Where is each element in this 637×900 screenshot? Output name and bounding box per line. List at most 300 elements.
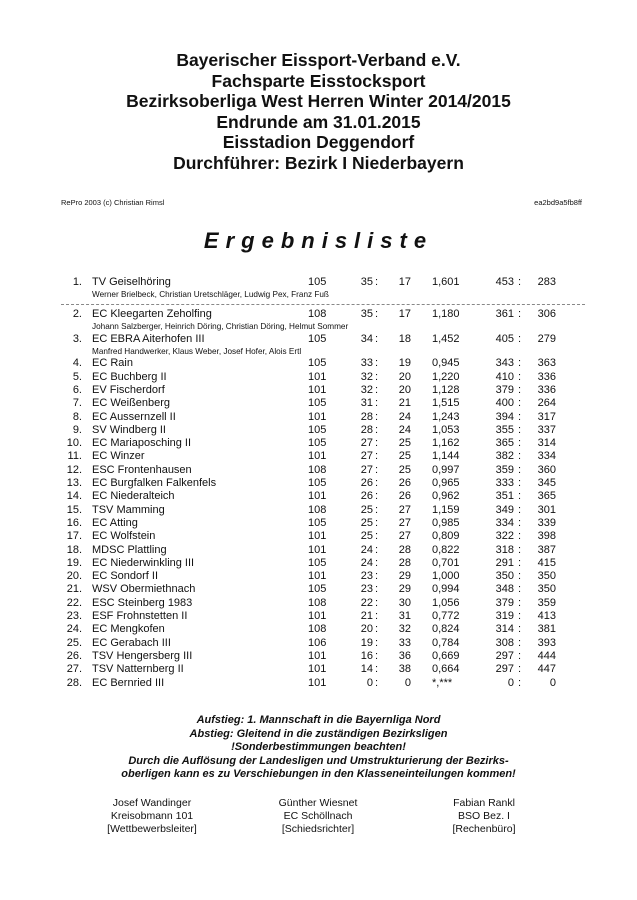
table-row <box>0 464 637 477</box>
result-stock-plus: 410 <box>495 370 514 383</box>
result-games: 105 <box>308 423 327 436</box>
result-quotient: 0,664 <box>432 663 460 676</box>
result-quotient: 1,515 <box>432 397 460 410</box>
signature-affiliation: Kreisobmann 101 <box>110 809 194 822</box>
result-rank: 10. <box>66 437 82 450</box>
team-players: Manfred Handwerker, Klaus Weber, Josef Hofer, Alois Ertl <box>92 346 302 356</box>
table-row <box>0 610 637 623</box>
stock-separator: : <box>518 383 522 396</box>
result-team: EC Sondorf II <box>92 570 159 583</box>
points-separator: : <box>375 676 379 689</box>
result-rank: 11. <box>67 450 82 463</box>
result-stock-minus: 447 <box>537 663 556 676</box>
result-points-plus: 28 <box>360 423 373 436</box>
result-games: 105 <box>308 397 327 410</box>
result-points-minus: 24 <box>398 410 411 423</box>
result-points-minus: 27 <box>398 530 411 543</box>
result-stock-plus: 349 <box>495 503 514 516</box>
stock-separator: : <box>518 276 522 288</box>
stock-separator: : <box>518 516 522 529</box>
result-rank: 14. <box>66 490 82 503</box>
result-stock-minus: 314 <box>537 437 556 450</box>
player-list-row <box>0 346 637 358</box>
table-row <box>0 357 637 370</box>
result-points-plus: 21 <box>360 610 373 623</box>
stock-separator: : <box>518 610 522 623</box>
result-stock-plus: 343 <box>495 357 514 370</box>
result-quotient: 0,772 <box>432 610 460 623</box>
result-games: 108 <box>308 463 327 476</box>
result-team: EC Wolfstein <box>92 530 156 543</box>
result-stock-minus: 337 <box>537 423 556 436</box>
signature-wettbewerbsleiter <box>62 797 242 835</box>
stock-separator: : <box>518 649 522 662</box>
points-separator: : <box>375 370 379 383</box>
result-stock-minus: 415 <box>537 556 556 569</box>
result-points-minus: 17 <box>398 307 411 320</box>
result-stock-minus: 345 <box>537 477 556 490</box>
result-points-plus: 25 <box>360 516 373 529</box>
result-games: 105 <box>308 583 327 596</box>
note-line-1: Aufstieg: 1. Mannschaft in die Bayernliga Nord <box>196 714 441 726</box>
result-stock-minus: 359 <box>537 596 556 609</box>
table-row <box>0 450 637 463</box>
stock-separator: : <box>518 477 522 490</box>
result-points-plus: 24 <box>360 543 373 556</box>
team-players: Werner Brielbeck, Christian Uretschläger, Ludwig Pex, Franz Fuß <box>92 290 329 300</box>
result-team: TV Geiselhöring <box>92 276 171 288</box>
result-points-plus: 27 <box>360 437 373 450</box>
signature-affiliation: EC Schöllnach <box>283 809 353 822</box>
result-rank: 22. <box>66 596 82 609</box>
result-points-minus: 20 <box>398 383 411 396</box>
result-stock-minus: 279 <box>537 332 556 345</box>
table-row <box>0 517 637 530</box>
result-team: WSV Obermiethnach <box>92 583 196 596</box>
header-line-4: Endrunde am 31.01.2015 <box>216 111 421 132</box>
result-stock-minus: 387 <box>537 543 556 556</box>
result-games: 106 <box>308 636 327 649</box>
result-points-plus: 35 <box>360 276 373 288</box>
result-team: EC EBRA Aiterhofen III <box>92 332 205 345</box>
result-stock-plus: 297 <box>495 663 514 676</box>
result-points-minus: 30 <box>398 596 411 609</box>
result-quotient: 0,822 <box>432 543 460 556</box>
result-points-plus: 32 <box>360 383 373 396</box>
result-games: 101 <box>308 530 327 543</box>
result-stock-minus: 413 <box>537 610 556 623</box>
result-stock-minus: 0 <box>549 676 556 689</box>
stock-separator: : <box>518 556 522 569</box>
stock-separator: : <box>518 397 522 410</box>
stock-separator: : <box>518 307 522 320</box>
result-games: 101 <box>308 490 327 503</box>
signature-name: Günther Wiesnet <box>278 797 358 809</box>
result-points-minus: 27 <box>398 503 411 516</box>
result-games: 105 <box>308 477 327 490</box>
points-separator: : <box>375 543 379 556</box>
result-points-minus: 33 <box>398 636 411 649</box>
signature-affiliation: BSO Bez. I <box>458 809 510 822</box>
stock-separator: : <box>518 463 522 476</box>
points-separator: : <box>375 649 379 662</box>
result-points-minus: 25 <box>398 450 411 463</box>
table-row <box>0 437 637 450</box>
result-points-plus: 25 <box>360 503 373 516</box>
stock-separator: : <box>518 663 522 676</box>
stock-separator: : <box>518 423 522 436</box>
result-stock-plus: 359 <box>495 463 514 476</box>
header-line-5: Eisstadion Deggendorf <box>222 132 415 152</box>
player-list-row <box>0 321 637 333</box>
result-stock-plus: 314 <box>495 623 514 636</box>
table-row <box>0 411 637 424</box>
result-points-plus: 34 <box>360 332 373 345</box>
result-rank: 19. <box>66 556 82 569</box>
result-points-minus: 26 <box>398 490 411 503</box>
document-header <box>0 50 637 173</box>
result-stock-minus: 398 <box>537 530 556 543</box>
result-stock-minus: 365 <box>537 490 556 503</box>
result-stock-plus: 333 <box>495 477 514 490</box>
table-row <box>0 477 637 490</box>
result-points-minus: 0 <box>404 676 411 689</box>
signature-role: [Wettbewerbsleiter] <box>107 822 197 835</box>
points-separator: : <box>375 623 379 636</box>
result-stock-plus: 382 <box>495 450 514 463</box>
result-points-plus: 24 <box>360 556 373 569</box>
result-quotient: 1,128 <box>432 383 460 396</box>
stock-separator: : <box>518 596 522 609</box>
result-games: 105 <box>308 332 327 345</box>
table-row <box>0 308 637 321</box>
result-stock-plus: 318 <box>495 543 514 556</box>
points-separator: : <box>375 357 379 370</box>
result-stock-plus: 334 <box>495 516 514 529</box>
result-stock-minus: 306 <box>537 307 556 320</box>
result-points-plus: 19 <box>360 636 373 649</box>
result-points-minus: 29 <box>398 570 411 583</box>
result-team: EC Atting <box>92 516 138 529</box>
points-separator: : <box>375 383 379 396</box>
signature-name: Fabian Rankl <box>453 797 515 809</box>
result-games: 101 <box>308 610 327 623</box>
result-stock-plus: 322 <box>495 530 514 543</box>
result-stock-minus: 336 <box>537 383 556 396</box>
points-separator: : <box>375 570 379 583</box>
stock-separator: : <box>518 636 522 649</box>
result-games: 108 <box>308 503 327 516</box>
result-games: 101 <box>308 383 327 396</box>
points-separator: : <box>375 610 379 623</box>
points-separator: : <box>375 307 379 320</box>
result-team: EC Winzer <box>92 450 145 463</box>
result-rank: 6. <box>72 383 82 396</box>
result-games: 101 <box>308 370 327 383</box>
result-points-minus: 21 <box>398 397 411 410</box>
stock-separator: : <box>518 410 522 423</box>
stock-separator: : <box>518 450 522 463</box>
result-quotient: 1,053 <box>432 423 460 436</box>
result-quotient: 1,144 <box>432 450 460 463</box>
stock-separator: : <box>518 676 522 689</box>
result-rank: 4. <box>72 357 82 370</box>
result-points-plus: 0 <box>366 676 373 689</box>
result-stock-minus: 350 <box>537 570 556 583</box>
result-team: TSV Mamming <box>92 503 165 516</box>
result-points-plus: 26 <box>360 477 373 490</box>
player-list-row <box>0 289 637 301</box>
result-points-minus: 29 <box>398 583 411 596</box>
result-team: TSV Hengersberg III <box>92 649 193 662</box>
points-separator: : <box>375 397 379 410</box>
header-line-3: Bezirksoberliga West Herren Winter 2014/2015 <box>126 91 511 111</box>
stock-separator: : <box>518 357 522 370</box>
signature-role: [Schiedsrichter] <box>281 822 355 835</box>
result-rank: 5. <box>72 370 82 383</box>
result-team: EC Buchberg II <box>92 370 167 383</box>
result-games: 105 <box>308 437 327 450</box>
result-points-minus: 32 <box>398 623 411 636</box>
result-points-plus: 27 <box>360 450 373 463</box>
note-line-4: Durch die Auflösung der Landesligen und Umstrukturierung der Bezirks- <box>128 754 509 767</box>
result-rank: 2. <box>72 307 82 320</box>
header-line-1: Bayerischer Eissport-Verband e.V. <box>176 50 461 70</box>
result-games: 105 <box>308 516 327 529</box>
table-row <box>0 663 637 676</box>
result-team: TSV Natternberg II <box>92 663 184 676</box>
result-quotient: 1,601 <box>432 276 460 288</box>
result-points-plus: 35 <box>360 307 373 320</box>
result-team: EC Bernried III <box>92 676 165 689</box>
result-points-minus: 25 <box>398 437 411 450</box>
result-stock-minus: 317 <box>537 410 556 423</box>
result-stock-minus: 336 <box>537 370 556 383</box>
points-separator: : <box>375 276 379 288</box>
result-quotient: 0,994 <box>432 583 460 596</box>
result-quotient: 0,965 <box>432 477 460 490</box>
result-team: EC Gerabach III <box>92 636 171 649</box>
result-games: 108 <box>308 307 327 320</box>
table-row <box>0 384 637 397</box>
result-stock-minus: 301 <box>537 503 556 516</box>
result-team: EC Niederwinkling III <box>92 556 195 569</box>
result-rank: 8. <box>72 410 82 423</box>
result-stock-minus: 334 <box>537 450 556 463</box>
signature-name: Josef Wandinger <box>112 797 192 809</box>
result-games: 101 <box>308 450 327 463</box>
result-points-plus: 32 <box>360 370 373 383</box>
result-stock-plus: 453 <box>495 276 514 288</box>
result-points-minus: 38 <box>398 663 411 676</box>
result-games: 101 <box>308 676 327 689</box>
signature-schiedsrichter <box>228 797 408 835</box>
result-team: EC Kleegarten Zeholfing <box>92 307 212 320</box>
table-row <box>0 637 637 650</box>
note-line-2: Abstieg: Gleitend in die zuständigen Bezirksligen <box>189 727 448 740</box>
result-points-plus: 16 <box>360 649 373 662</box>
stock-separator: : <box>518 437 522 450</box>
result-stock-plus: 319 <box>495 610 514 623</box>
result-stock-minus: 350 <box>537 583 556 596</box>
result-stock-plus: 355 <box>495 423 514 436</box>
result-stock-minus: 393 <box>537 636 556 649</box>
result-points-plus: 25 <box>360 530 373 543</box>
result-points-minus: 28 <box>398 543 411 556</box>
notes-block <box>0 714 637 782</box>
result-team: ESC Steinberg 1983 <box>92 596 193 609</box>
result-stock-plus: 0 <box>507 676 514 689</box>
stock-separator: : <box>518 503 522 516</box>
results-table <box>0 276 637 690</box>
result-quotient: 1,056 <box>432 596 460 609</box>
result-points-minus: 18 <box>398 332 411 345</box>
points-separator: : <box>375 463 379 476</box>
points-separator: : <box>375 410 379 423</box>
result-points-minus: 17 <box>398 276 411 288</box>
points-separator: : <box>375 423 379 436</box>
result-games: 105 <box>308 357 327 370</box>
result-rank: 16. <box>66 516 82 529</box>
software-credit: RePro 2003 (c) Christian Rimsl <box>61 198 165 207</box>
result-games: 105 <box>308 276 327 288</box>
result-stock-plus: 361 <box>495 307 514 320</box>
result-stock-plus: 308 <box>495 636 514 649</box>
result-stock-plus: 394 <box>495 410 514 423</box>
table-row <box>0 650 637 663</box>
result-rank: 24. <box>66 623 82 636</box>
result-rank: 26. <box>66 649 82 662</box>
result-points-minus: 26 <box>398 477 411 490</box>
result-stock-minus: 360 <box>537 463 556 476</box>
result-team: EC Aussernzell II <box>92 410 176 423</box>
table-row <box>0 597 637 610</box>
table-row <box>0 544 637 557</box>
stock-separator: : <box>518 332 522 345</box>
result-stock-minus: 283 <box>537 276 556 288</box>
result-team: SV Windberg II <box>92 423 166 436</box>
result-rank: 28. <box>66 676 82 689</box>
stock-separator: : <box>518 530 522 543</box>
points-separator: : <box>375 596 379 609</box>
result-games: 101 <box>308 410 327 423</box>
table-row <box>0 490 637 503</box>
result-points-plus: 23 <box>360 570 373 583</box>
result-stock-plus: 379 <box>495 383 514 396</box>
table-row <box>0 677 637 690</box>
result-rank: 1. <box>72 276 82 288</box>
stock-separator: : <box>518 490 522 503</box>
result-team: EC Burgfalken Falkenfels <box>92 477 217 490</box>
result-quotient: 1,000 <box>432 570 460 583</box>
result-stock-plus: 405 <box>495 332 514 345</box>
points-separator: : <box>375 556 379 569</box>
page-title: Ergebnisliste <box>203 228 434 253</box>
table-row <box>0 583 637 596</box>
result-team: EC Rain <box>92 357 133 370</box>
signature-rechenbuero <box>394 797 574 835</box>
header-line-2: Fachsparte Eisstocksport <box>211 70 426 91</box>
result-quotient: 1,452 <box>432 332 460 345</box>
result-stock-minus: 444 <box>537 649 556 662</box>
result-stock-plus: 291 <box>495 556 514 569</box>
result-points-plus: 26 <box>360 490 373 503</box>
team-players: Johann Salzberger, Heinrich Döring, Christian Döring, Helmut Sommer <box>92 322 349 332</box>
result-team: ESC Frontenhausen <box>92 463 192 476</box>
result-points-minus: 36 <box>398 649 411 662</box>
result-points-plus: 28 <box>360 410 373 423</box>
table-row <box>0 623 637 636</box>
points-separator: : <box>375 490 379 503</box>
result-rank: 21. <box>66 583 82 596</box>
result-games: 101 <box>308 570 327 583</box>
table-row <box>0 333 637 346</box>
note-line-5: oberligen kann es zu Verschiebungen in den Klasseneinteilungen kommen! <box>121 768 516 781</box>
result-points-minus: 20 <box>398 370 411 383</box>
result-rank: 20. <box>66 570 82 583</box>
points-separator: : <box>375 477 379 490</box>
result-points-minus: 24 <box>398 423 411 436</box>
result-quotient: 0,945 <box>432 357 460 370</box>
result-quotient: 0,784 <box>432 636 460 649</box>
table-row <box>0 504 637 517</box>
table-row <box>0 424 637 437</box>
result-quotient: 0,701 <box>432 556 460 569</box>
points-separator: : <box>375 530 379 543</box>
stock-separator: : <box>518 370 522 383</box>
points-separator: : <box>375 332 379 345</box>
result-rank: 9. <box>72 423 82 436</box>
result-stock-minus: 363 <box>537 357 556 370</box>
result-rank: 13. <box>66 477 82 490</box>
result-quotient: 0,962 <box>432 490 460 503</box>
result-stock-plus: 350 <box>495 570 514 583</box>
result-points-minus: 27 <box>398 516 411 529</box>
result-quotient: 0,985 <box>432 516 460 529</box>
result-games: 105 <box>308 556 327 569</box>
result-quotient: 1,180 <box>432 307 460 320</box>
result-stock-plus: 351 <box>495 490 514 503</box>
note-line-3: !Sonderbestimmungen beachten! <box>231 741 406 754</box>
points-separator: : <box>375 583 379 596</box>
result-points-minus: 31 <box>398 610 411 623</box>
result-stock-minus: 381 <box>537 623 556 636</box>
result-team: EC Mengkofen <box>92 623 165 636</box>
result-stock-minus: 339 <box>537 516 556 529</box>
result-points-minus: 19 <box>398 357 411 370</box>
result-rank: 25. <box>66 636 82 649</box>
result-rank: 12. <box>66 463 82 476</box>
points-separator: : <box>375 516 379 529</box>
result-team: EC Niederalteich <box>92 490 175 503</box>
result-rank: 15. <box>66 503 82 516</box>
result-stock-minus: 264 <box>537 397 556 410</box>
result-games: 108 <box>308 623 327 636</box>
result-stock-plus: 348 <box>495 583 514 596</box>
result-points-plus: 27 <box>360 463 373 476</box>
table-row <box>0 557 637 570</box>
points-separator: : <box>375 450 379 463</box>
result-team: EC Weißenberg <box>92 397 171 410</box>
result-points-minus: 28 <box>398 556 411 569</box>
result-rank: 17. <box>66 530 82 543</box>
result-games: 101 <box>308 649 327 662</box>
result-rank: 7. <box>72 397 82 410</box>
result-quotient: 0,824 <box>432 623 460 636</box>
table-row <box>0 371 637 384</box>
result-points-plus: 14 <box>360 663 373 676</box>
result-games: 101 <box>308 663 327 676</box>
